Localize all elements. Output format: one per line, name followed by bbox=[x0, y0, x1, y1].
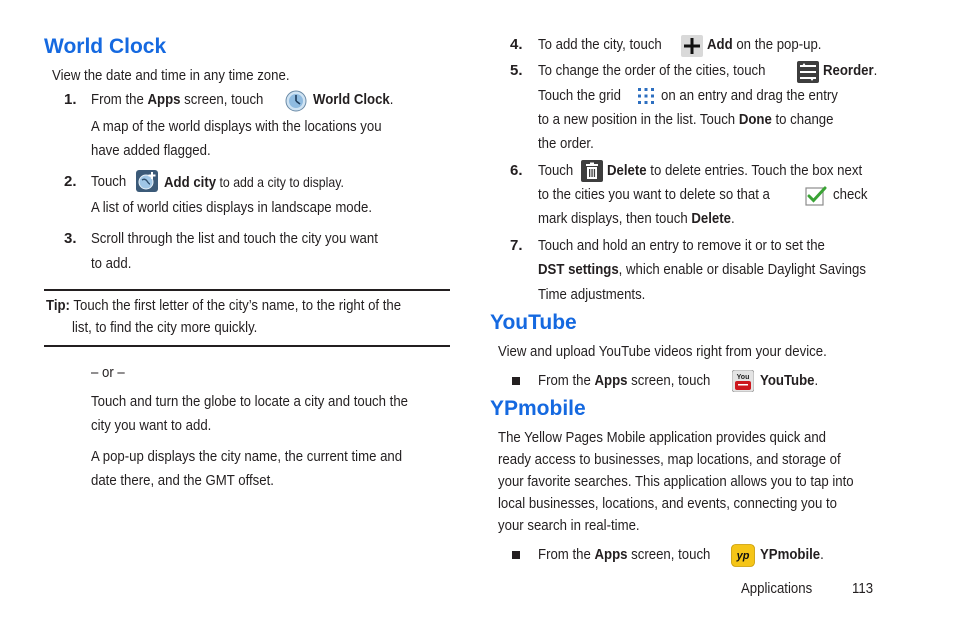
step-6-line-3 bbox=[538, 210, 735, 228]
step-6-delete-2: Delete bbox=[691, 210, 731, 227]
step-5-line-2-post: on an entry and drag the entry bbox=[661, 87, 838, 104]
step-1-app bbox=[313, 91, 393, 109]
step-5-reorder: Reorder bbox=[823, 62, 874, 79]
youtube-app-name: YouTube bbox=[760, 372, 815, 389]
tip-line-2: list, to find the city more quickly. bbox=[72, 319, 258, 336]
ypmobile-app-name: YPmobile bbox=[760, 546, 821, 563]
youtube-icon bbox=[732, 370, 754, 392]
footer-section: Applications bbox=[741, 580, 813, 597]
step-6-line-2-pre: to the cities you want to delete so that a bbox=[538, 186, 770, 203]
step-7-line-2 bbox=[538, 261, 866, 279]
step-6-line-1-pre: Touch bbox=[538, 162, 574, 179]
step-2-number: 2. bbox=[64, 173, 77, 190]
step-7-dst: DST settings bbox=[538, 261, 619, 278]
step-1-apps: Apps bbox=[147, 91, 181, 108]
step-4-number: 4. bbox=[510, 36, 523, 53]
step-7-l2-post: , which enable or disable Daylight Savings bbox=[618, 261, 866, 278]
step-1-end: . bbox=[389, 91, 394, 108]
ypmobile-apps: Apps bbox=[594, 546, 628, 563]
add-icon bbox=[681, 35, 703, 57]
tip-top-rule bbox=[44, 289, 450, 291]
step-2-add-city: Add city bbox=[164, 174, 217, 191]
step-6-l3-pre: mark displays, then touch bbox=[538, 210, 692, 227]
step-6-number: 6. bbox=[510, 162, 523, 179]
step-5-l3-pre: to a new position in the list. Touch bbox=[538, 111, 739, 128]
step-1-mid: screen, touch bbox=[180, 91, 264, 108]
step-1-app-name: World Clock bbox=[313, 91, 390, 108]
step-4-pre: To add the city, touch bbox=[538, 36, 662, 53]
step-5-l3-post: to change bbox=[771, 111, 834, 128]
step-6-delete: Delete bbox=[607, 162, 647, 179]
youtube-bullet bbox=[512, 377, 520, 385]
ypmobile-app bbox=[760, 546, 824, 564]
ypmobile-line-5: your search in real-time. bbox=[498, 517, 640, 534]
youtube-mid: screen, touch bbox=[627, 372, 711, 389]
ypmobile-line-2: ready access to businesses, map locations, and storage of bbox=[498, 451, 841, 468]
step-7-number: 7. bbox=[510, 237, 523, 254]
step-4-text bbox=[707, 36, 821, 54]
youtube-app bbox=[760, 372, 818, 390]
step-5-number: 5. bbox=[510, 62, 523, 79]
step-5-line-4: the order. bbox=[538, 135, 594, 152]
ypmobile-bullet bbox=[512, 551, 520, 559]
tip-bottom-rule bbox=[44, 345, 450, 347]
step-3-number: 3. bbox=[64, 230, 77, 247]
world-clock-intro: View the date and time in any time zone. bbox=[52, 67, 290, 84]
step-3-line-2: to add. bbox=[91, 255, 132, 272]
tip-text-1: Touch the first letter of the city’s name, to the right of the bbox=[69, 297, 402, 314]
step-6-line-1 bbox=[607, 162, 862, 180]
youtube-heading: YouTube bbox=[490, 311, 577, 334]
step-6-l3-end: . bbox=[730, 210, 735, 227]
step-5-line-1-pre: To change the order of the cities, touch bbox=[538, 62, 766, 79]
step-1-desc-2: have added flagged. bbox=[91, 142, 211, 159]
reorder-icon bbox=[797, 61, 819, 83]
step-5-line-1 bbox=[823, 62, 877, 80]
step-4-post: on the pop-up. bbox=[732, 36, 822, 53]
globe-line-1: Touch and turn the globe to locate a city and touch the bbox=[91, 393, 409, 410]
ypmobile-end: . bbox=[820, 546, 824, 563]
step-5-l1-end: . bbox=[873, 62, 878, 79]
step-6-line-2-post: check bbox=[833, 186, 868, 203]
youtube-icon-text: You bbox=[736, 374, 750, 381]
ypmobile-icon bbox=[731, 544, 755, 567]
step-2-pre: Touch bbox=[91, 173, 127, 190]
step-7-line-3: Time adjustments. bbox=[538, 286, 646, 303]
ypmobile-pre: From the bbox=[538, 546, 595, 563]
world-clock-icon bbox=[285, 90, 307, 112]
or-separator: – or – bbox=[91, 364, 125, 381]
step-4-add: Add bbox=[707, 36, 733, 53]
tip-label: Tip: bbox=[46, 297, 70, 314]
step-5-done: Done bbox=[738, 111, 772, 128]
world-clock-heading: World Clock bbox=[44, 35, 167, 58]
ypmobile-line-4: local businesses, locations, and events, connecting you to bbox=[498, 495, 838, 512]
step-7-line-1: Touch and hold an entry to remove it or to set the bbox=[538, 237, 825, 254]
step-1-number: 1. bbox=[64, 91, 77, 108]
youtube-bullet-text bbox=[538, 372, 710, 390]
popup-line-1: A pop-up displays the city name, the current time and bbox=[91, 448, 403, 465]
grid-icon bbox=[637, 87, 655, 105]
checkbox-icon bbox=[805, 186, 827, 206]
step-1-desc-1: A map of the world displays with the locations you bbox=[91, 118, 382, 135]
ypmobile-bullet-text bbox=[538, 546, 710, 564]
step-1-pre: From the bbox=[91, 91, 148, 108]
tip-line-1 bbox=[46, 297, 401, 315]
add-city-icon bbox=[136, 170, 158, 192]
footer-page-number: 113 bbox=[852, 580, 874, 597]
step-5-line-3 bbox=[538, 111, 833, 129]
step-2-desc: A list of world cities displays in landscape mode. bbox=[91, 199, 373, 216]
step-2-text bbox=[164, 173, 344, 192]
step-3-line-1: Scroll through the list and touch the city you want bbox=[91, 230, 378, 247]
ypmobile-line-1: The Yellow Pages Mobile application provides quick and bbox=[498, 429, 827, 446]
youtube-apps: Apps bbox=[594, 372, 628, 389]
popup-line-2: date there, and the GMT offset. bbox=[91, 472, 274, 489]
trash-icon bbox=[581, 160, 603, 182]
ypmobile-mid: screen, touch bbox=[627, 546, 711, 563]
ypmobile-line-3: your favorite searches. This application allows you to tap into bbox=[498, 473, 854, 490]
ypmobile-heading: YPmobile bbox=[490, 397, 586, 420]
step-1-text bbox=[91, 91, 263, 109]
youtube-pre: From the bbox=[538, 372, 595, 389]
step-5-line-2-pre: Touch the grid bbox=[538, 87, 621, 104]
step-6-l1-post: to delete entries. Touch the box next bbox=[646, 162, 863, 179]
globe-line-2: city you want to add. bbox=[91, 417, 212, 434]
youtube-intro: View and upload YouTube videos right from your device. bbox=[498, 343, 827, 360]
youtube-end: . bbox=[814, 372, 819, 389]
ypmobile-icon-text: yp bbox=[736, 550, 750, 562]
step-2-post: to add a city to display. bbox=[216, 174, 344, 190]
